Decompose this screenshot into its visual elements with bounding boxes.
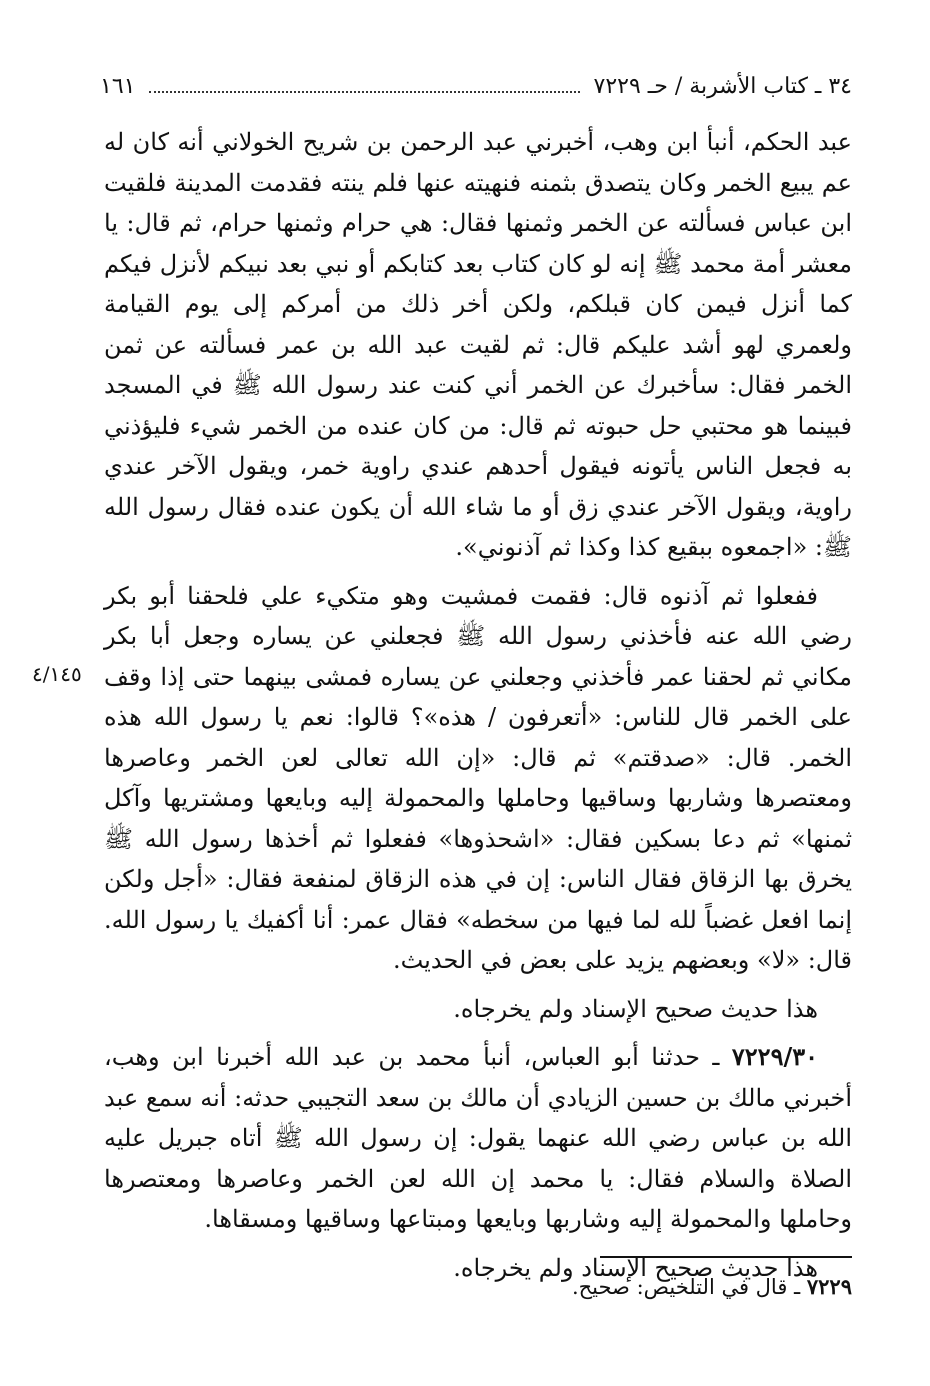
footnote [104, 1272, 852, 1302]
footnote-number: ٧٢٢٩ [806, 1274, 852, 1299]
paragraph-text: هذا حديث صحيح الإسناد ولم يخرجاه. [453, 994, 818, 1023]
paragraph-text: هذا حديث صحيح الإسناد ولم يخرجاه. [453, 1253, 818, 1282]
main-text [104, 122, 852, 1288]
page-number: ١٦١ [100, 73, 136, 99]
chapter-title: ٣٤ ـ كتاب الأشربة / حـ ٧٢٢٩ [593, 73, 852, 99]
grading-statement [104, 989, 852, 1030]
footnote-separator [600, 1256, 852, 1258]
margin-reference: ٤/١٤٥ [32, 662, 82, 686]
paragraph-text: ففعلوا ثم آذنوه قال: فقمت فمشيت وهو متكيء علي فلحقنا أبو بكر رضي الله عنه فأخذني رسول الله ﷺ فجعلني عن يساره وجعل أبا بكر مكاني ثم لحقنا عمر فأخذني وجعلني عن يساره فمشى بينهما حتى إذا وقف على الخمر قال للناس: «أتعرفون / هذه»؟ قالوا: نعم يا رسول الله هذه الخمر. قال: «صدقتم» ثم قال: «إن الله تعالى لعن الخمر وعاصرها ومعتصرها وشاربها وساقيها وحاملها والمحمولة إليه وبايعها ومشتريها وآكل ثمنها» ثم دعا بسكين فقال: «اشحذوها» ففعلوا ثم أخذها رسول الله ﷺ يخرق بها الزقاق فقال الناس: إن في هذه الزقاق لمنفعة فقال: «أجل ولكن إنما افعل غضباً لله لما فيها من سخطه» فقال عمر: أنا أكفيك يا رسول الله. قال: «لا» وبعضهم يزيد على بعض في الحديث. [104, 581, 852, 974]
hadith-number: ٧٢٢٩/٣٠ [731, 1042, 818, 1071]
footnote-text: ـ قال في التلخيص: صحيح. [571, 1275, 807, 1299]
header-dot-leader [149, 91, 579, 93]
paragraph-text: ـ حدثنا أبو العباس، أنبأ محمد بن عبد الله أخبرنا ابن وهب، أخبرني مالك بن حسين الزيادي أن مالك بن سعد التجيبي حدثه: أنه سمع عبد الله بن عباس رضي الله عنهما يقول: إن رسول الله ﷺ أتاه جبريل عليه الصلاة والسلام فقال: يا محمد إن الله لعن الخمر وعاصرها ومعتصرها وحاملها والمحمولة إليه وشاربها وبايعها ومبتاعها وساقيها ومسقاها. [104, 1043, 852, 1233]
hadith-paragraph [104, 1037, 852, 1240]
page-header [100, 66, 852, 106]
paragraph-text: عبد الحكم، أنبأ ابن وهب، أخبرني عبد الرحمن بن شريح الخولاني أنه كان له عم يبيع الخمر وكان يتصدق بثمنه فنهيته عنها فلم ينته فقدمت المدينة فلقيت ابن عباس فسألته عن الخمر وثمنها فقال: هي حرام وثمنها حرام، ثم قال: يا معشر أمة محمد ﷺ إنه لو كان كتاب بعد كتابكم أو نبي بعد نبيكم لأنزل فيكم كما أنزل فيمن كان قبلكم، ولكن أخر ذلك من أمركم إلى يوم القيامة ولعمري لهو أشد عليكم قال: ثم لقيت عبد الله بن عمر فسألته عن ثمن الخمر فقال: سأخبرك عن الخمر أني كنت عند رسول الله ﷺ في المسجد فبينما هو محتبي حل حبوته ثم قال: من كان عنده من الخمر شيء فليؤذني به فجعل الناس يأتونه فيقول أحدهم عندي راوية خمر، ويقول الآخر عندي راوية، ويقول الآخر عندي زق أو ما شاء الله أن يكون عنده فقال رسول الله ﷺ: «اجمعوه ببقيع كذا وكذا ثم آذنوني». [104, 128, 852, 561]
paragraph [104, 576, 852, 981]
paragraph [104, 122, 852, 568]
